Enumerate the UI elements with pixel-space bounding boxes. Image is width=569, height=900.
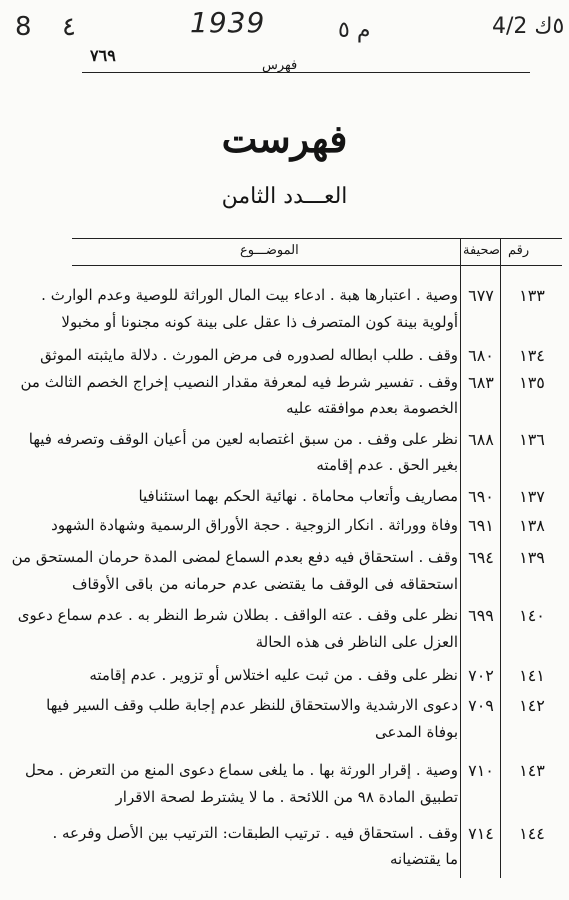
entry-text-line: تطبيق المادة ٩٨ من اللائحة . ما لا يشترط لصحة الاقرار <box>115 788 458 806</box>
handwritten-mark-mid: م ٥ <box>338 18 371 43</box>
entry-number: ١٣٥ <box>519 373 545 392</box>
entry-text-line: الخصومة بعدم موافقته عليه <box>286 399 458 417</box>
entry-page: ٧١٠ <box>468 761 494 780</box>
entry-number: ١٤١ <box>519 666 545 685</box>
entry-page: ٧٠٢ <box>468 666 494 685</box>
entry-number: ١٣٧ <box>519 487 545 506</box>
entry-page: ٧١٤ <box>468 824 494 843</box>
handwritten-year: 1939 <box>190 6 266 39</box>
entry-number: ١٣٩ <box>519 548 545 567</box>
entry-text-line: وصية . إقرار الورثة بها . ما يلغى سماع دعوى المنع من التعرض . محل <box>25 761 458 779</box>
header-rule <box>82 72 530 73</box>
entry-text-line: أولوية بينة كون المتصرف ذا عقل على بينة كونه مجنونا أو مخبولا <box>61 313 458 331</box>
entry-page: ٦٨٨ <box>468 430 494 449</box>
entry-page: ٦٩٤ <box>468 548 494 567</box>
entry-text-line: نظر على وقف . من ثبت عليه اختلاس أو تزوير . عدم إقامته <box>89 666 458 684</box>
handwritten-mark-4: ٤ <box>62 12 76 42</box>
entry-text-line: ما يقتضيانه <box>390 850 458 868</box>
entry-text-line: وقف . طلب ابطاله لصدوره فى مرض المورث . دلالة مايثبته الموثق <box>40 346 458 364</box>
page-title: فهرست <box>221 116 348 161</box>
table-top-rule <box>72 238 562 239</box>
handwritten-code: 4/2 ٥ك <box>492 14 565 39</box>
entry-text-line: العزل على الناظر فى هذه الحالة <box>255 633 458 651</box>
issue-title: العـــدد الثامن <box>221 184 348 209</box>
entry-text-line: وفاة ووراثة . انكار الزوجية . حجة الأوراق الرسمية وشهادة الشهود <box>51 516 458 534</box>
entry-number: ١٣٨ <box>519 516 545 535</box>
column-divider-page <box>460 238 461 878</box>
entry-page: ٧٠٩ <box>468 696 494 715</box>
entry-number: ١٤٣ <box>519 761 545 780</box>
column-header-page: صحيفة <box>463 243 500 258</box>
entry-text-line: وقف . استحقاق فيه . ترتيب الطبقات: الترتيب بين الأصل وفرعه . <box>52 824 458 842</box>
entry-text-line: وقف . تفسير شرط فيه لمعرفة مقدار النصيب إخراج الخصم الثالث من <box>20 373 458 391</box>
entry-number: ١٤٠ <box>519 606 545 625</box>
column-divider-number <box>500 238 501 878</box>
entry-page: ٦٨٣ <box>468 373 494 392</box>
handwritten-mark-8: 8 <box>15 12 32 42</box>
column-header-number: رقم <box>508 243 530 258</box>
entry-text-line: دعوى الارشدية والاستحقاق للنظر عدم إجابة طلب وقف السير فيها <box>46 696 458 714</box>
running-head: فهرس <box>262 58 298 73</box>
table-header-rule <box>72 265 562 266</box>
entry-text-line: مصاريف وأتعاب محاماة . نهائية الحكم بهما استئنافيا <box>138 487 458 505</box>
entry-text-line: نظر على وقف . عته الواقف . بطلان شرط النظر به . عدم سماع دعوى <box>17 606 458 624</box>
entry-page: ٦٩٩ <box>468 606 494 625</box>
entry-page: ٦٩١ <box>468 516 494 535</box>
entry-number: ١٣٤ <box>519 346 545 365</box>
entry-page: ٦٨٠ <box>468 346 494 365</box>
entry-text-line: نظر على وقف . من سبق اغتصابه لعين من أعيان الوقف وتصرفه فيها <box>28 430 458 448</box>
page-number: ٧٦٩ <box>90 46 116 65</box>
entry-page: ٦٧٧ <box>468 286 494 305</box>
entry-text-line: استحقاقه فى الوقف ما يقتضى عدم حرمانه من باقى الأوقاف <box>72 575 458 593</box>
column-header-subject: الموضـــوع <box>240 243 299 258</box>
entry-text-line: بغير الحق . عدم إقامته <box>316 456 458 474</box>
entry-text-line: وصية . اعتبارها هبة . ادعاء بيت المال الوراثة للوصية وعدم الوارث . <box>41 286 458 304</box>
entry-number: ١٤٤ <box>519 824 545 843</box>
entry-text-line: بوفاة المدعى <box>374 723 458 741</box>
entry-number: ١٣٣ <box>519 286 545 305</box>
entry-number: ١٤٢ <box>519 696 545 715</box>
entry-page: ٦٩٠ <box>468 487 494 506</box>
entry-text-line: وقف . استحقاق فيه دفع بعدم السماع لمضى المدة حرمان المستحق من <box>11 548 458 566</box>
entry-number: ١٣٦ <box>519 430 545 449</box>
